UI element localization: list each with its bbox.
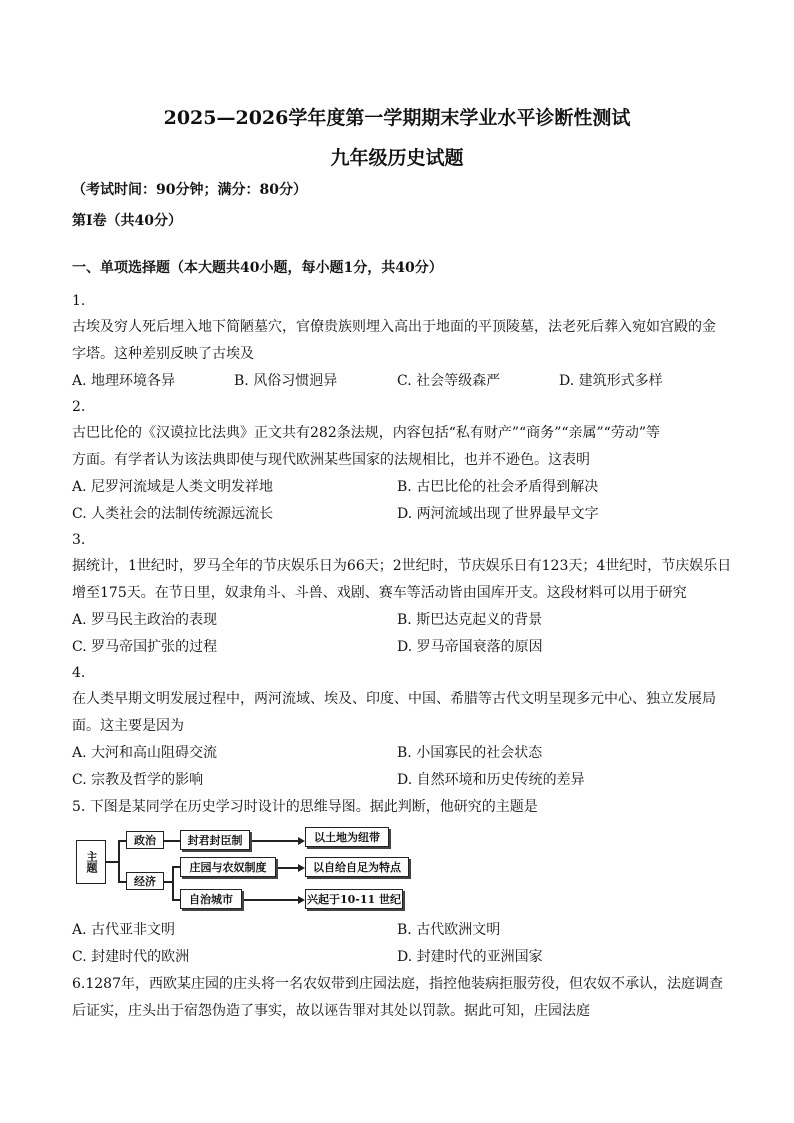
q3-option-d: D. 罗马帝国衰落的原因 xyxy=(397,639,543,655)
q1-option-a: A. 地理环境各异 xyxy=(72,373,176,389)
connector xyxy=(164,840,180,842)
exam-info: （考试时间：90分钟；满分：80分） xyxy=(72,182,307,198)
exam-subtitle: 九年级历史试题 xyxy=(330,147,464,169)
q4-stem-line2: 面。这主要是因为 xyxy=(72,718,184,734)
connector xyxy=(118,840,126,842)
arrow-head xyxy=(298,864,305,872)
arrow-line xyxy=(252,840,298,842)
arrow-line xyxy=(278,867,298,869)
exam-title: 2025—2026学年度第一学期期末学业水平诊断性测试 xyxy=(163,107,631,129)
connector xyxy=(172,866,180,868)
mind-map-manor-system: 庄园与农奴制度 xyxy=(180,857,276,877)
mind-map-result-2: 以自给自足为特点 xyxy=(305,857,409,877)
q3-stem-line1: 据统计，1世纪时，罗马全年的节庆娱乐日为66天；2世纪时，节庆娱乐日有123天；4世纪时，节庆娱乐日 xyxy=(72,558,732,574)
q5-stem: 5. 下图是某同学在历史学习时设计的思维导图。据此判断，他研究的主题是 xyxy=(72,799,538,815)
connector xyxy=(164,881,172,883)
arrow-head xyxy=(298,896,305,904)
mind-map-autonomous-city: 自治城市 xyxy=(180,889,242,909)
q2-stem-line2: 方面。有学者认为该法典即使与现代欧洲某些国家的法规相比，也并不逊色。这表明 xyxy=(72,452,590,468)
q5-option-a: A. 古代亚非文明 xyxy=(72,922,176,938)
q2-option-b: B. 古巴比伦的社会矛盾得到解决 xyxy=(397,479,599,495)
q1-option-d: D. 建筑形式多样 xyxy=(559,373,663,389)
q1-stem-line1: 古埃及穷人死后埋入地下简陋墓穴，官僚贵族则埋入高出于地面的平顶陵墓，法老死后葬入宛如宫殿的金 xyxy=(72,319,716,335)
connector xyxy=(118,881,126,883)
q1-number: 1. xyxy=(72,293,86,309)
q5-option-b: B. 古代欧洲文明 xyxy=(397,922,501,938)
q4-number: 4. xyxy=(72,665,86,681)
q4-option-c: C. 宗教及哲学的影响 xyxy=(72,772,204,788)
q2-option-d: D. 两河流域出现了世界最早文字 xyxy=(397,506,599,522)
q3-stem-line2: 增至175天。在节日里，奴隶角斗、斗兽、戏剧、赛车等活动皆由国库开支。这段材料可以用于研究 xyxy=(72,585,687,601)
arrow-head xyxy=(298,837,305,845)
q3-option-c: C. 罗马帝国扩张的过程 xyxy=(72,639,218,655)
connector xyxy=(172,899,180,901)
mind-map-result-3: 兴起于10-11 世纪 xyxy=(305,889,403,909)
connector xyxy=(106,861,118,863)
mind-map-result-1: 以土地为纽带 xyxy=(305,827,389,847)
arrow-line xyxy=(244,899,298,901)
q1-option-b: B. 风俗习惯迥异 xyxy=(234,373,338,389)
q5-option-c: C. 封建时代的欧洲 xyxy=(72,949,190,965)
mind-map-politics: 政治 xyxy=(126,831,164,849)
mind-map-feudal-system: 封君封臣制 xyxy=(180,830,250,850)
volume-heading: 第Ⅰ卷（共40分） xyxy=(72,213,183,229)
q5-option-d: D. 封建时代的亚洲国家 xyxy=(397,949,543,965)
mind-map-diagram xyxy=(72,826,432,914)
q6-stem-line2: 后证实，庄头出于宿怨伪造了事实，故以诬告罪对其处以罚款。据此可知，庄园法庭 xyxy=(72,1003,590,1019)
q4-option-d: D. 自然环境和历史传统的差异 xyxy=(397,772,585,788)
q4-option-b: B. 小国寡民的社会状态 xyxy=(397,745,543,761)
section-heading: 一、单项选择题（本大题共40小题，每小题1分，共40分） xyxy=(72,260,443,276)
q3-number: 3. xyxy=(72,532,86,548)
q6-stem-line1: 6.1287年，西欧某庄园的庄头将一名农奴带到庄园法庭，指控他装病拒服劳役，但农奴不承认，法庭调查 xyxy=(72,976,723,992)
q4-stem-line1: 在人类早期文明发展过程中，两河流域、埃及、印度、中国、希腊等古代文明呈现多元中心、独立发展局 xyxy=(72,691,716,707)
q2-stem-line1: 古巴比伦的《汉谟拉比法典》正文共有282条法规，内容包括“私有财产”“商务”“亲属”“劳动”等 xyxy=(72,425,660,441)
mind-map-root: 主题 xyxy=(76,840,106,884)
connector xyxy=(118,840,120,882)
q1-stem-line2: 字塔。这种差别反映了古埃及 xyxy=(72,346,254,362)
q3-option-b: B. 斯巴达克起义的背景 xyxy=(397,612,543,628)
q3-option-a: A. 罗马民主政治的表现 xyxy=(72,612,218,628)
connector xyxy=(172,866,174,900)
q1-option-c: C. 社会等级森严 xyxy=(397,373,501,389)
q2-option-a: A. 尼罗河流域是人类文明发祥地 xyxy=(72,479,274,495)
q2-option-c: C. 人类社会的法制传统源远流长 xyxy=(72,506,274,522)
q2-number: 2. xyxy=(72,399,86,415)
q4-option-a: A. 大河和高山阻碍交流 xyxy=(72,745,218,761)
mind-map-economy: 经济 xyxy=(126,872,164,890)
